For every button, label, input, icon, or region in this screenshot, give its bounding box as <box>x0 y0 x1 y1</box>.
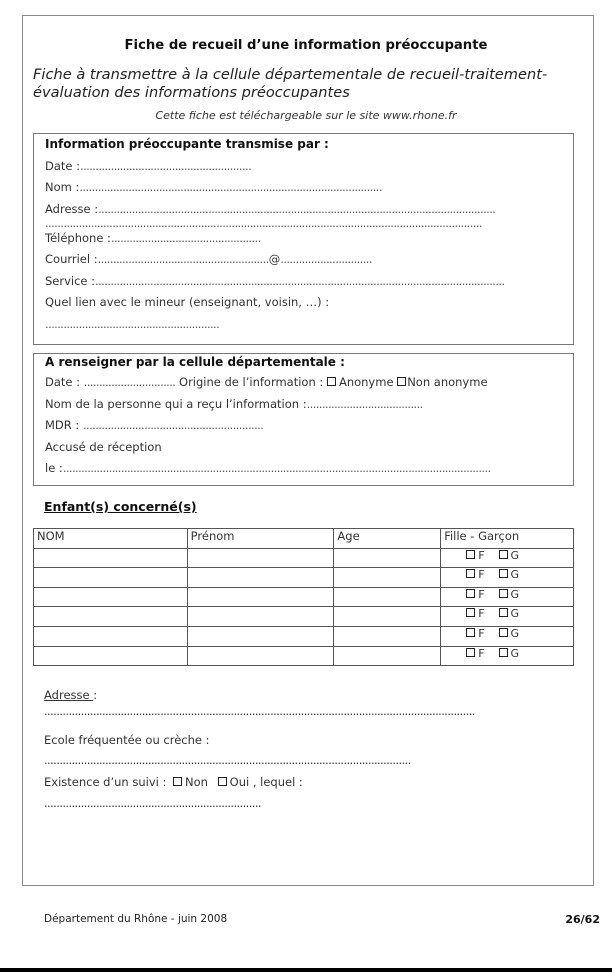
service-field[interactable] <box>45 274 505 288</box>
courriel-field[interactable] <box>45 252 372 266</box>
nom-dots: ................................................................................................... <box>79 180 382 194</box>
nom-cell[interactable] <box>34 607 188 627</box>
telephone-dots: ................................................. <box>110 231 261 245</box>
fille-option[interactable] <box>466 627 484 640</box>
subtitle-line-2: évaluation des informations préoccupantes <box>33 84 350 101</box>
fille-label: F <box>478 626 485 640</box>
lien-field[interactable] <box>45 317 219 331</box>
garcon-checkbox[interactable] <box>499 648 508 657</box>
garcon-option[interactable] <box>499 647 520 660</box>
age-cell[interactable] <box>334 548 441 568</box>
cellule-date-dots[interactable]: .............................. <box>83 375 176 389</box>
table-row <box>34 607 574 627</box>
child-adresse-field[interactable]: ............................................................................................................................................. <box>44 704 475 718</box>
prenom-cell[interactable] <box>187 548 334 568</box>
suivi-field[interactable]: ....................................................................... <box>44 796 261 810</box>
le-dots: ............................................................................................................................................ <box>62 461 491 475</box>
receiver-label: Nom de la personne qui a reçu l’information : <box>45 397 307 411</box>
age-cell[interactable] <box>334 646 441 666</box>
suivi-oui-checkbox[interactable] <box>218 777 227 786</box>
non-anonyme-label: Non anonyme <box>407 375 488 389</box>
page-title: Fiche de recueil d’une information préoccupante <box>124 38 488 53</box>
garcon-label: G <box>510 607 520 621</box>
children-table <box>33 528 574 666</box>
ecole-label: Ecole fréquentée ou crèche : <box>44 733 210 747</box>
service-dots: ...................................................................................................................................... <box>95 274 505 288</box>
nom-cell[interactable] <box>34 587 188 607</box>
fille-checkbox[interactable] <box>466 608 475 617</box>
footer-department: Département du Rhône - juin 2008 <box>44 913 228 925</box>
fille-checkbox[interactable] <box>466 569 475 578</box>
adresse-cont-field[interactable] <box>45 216 482 230</box>
prenom-cell[interactable] <box>187 646 334 666</box>
garcon-option[interactable] <box>499 607 520 620</box>
receiver-dots: ...................................... <box>306 397 423 411</box>
column-header-sexe: Fille - Garçon <box>441 529 574 549</box>
nom-cell[interactable] <box>34 548 188 568</box>
fille-checkbox[interactable] <box>466 589 475 598</box>
table-row <box>34 548 574 568</box>
page-number: 26/62 <box>565 913 600 926</box>
age-cell[interactable] <box>334 587 441 607</box>
table-row <box>34 646 574 666</box>
garcon-label: G <box>510 568 520 582</box>
garcon-checkbox[interactable] <box>499 589 508 598</box>
adresse-cont-dots: ............................................................................................................................................... <box>45 216 482 230</box>
fille-label: F <box>478 548 485 562</box>
garcon-label: G <box>510 626 520 640</box>
subtitle-line-1: Fiche à transmettre à la cellule départementale de recueil-traitement- <box>33 66 548 83</box>
prenom-cell[interactable] <box>187 607 334 627</box>
cellule-date-label: Date : <box>45 375 81 389</box>
at-sign: @ <box>268 252 281 266</box>
adresse-dots: .................................................................................................................................. <box>98 202 496 216</box>
child-adresse-label <box>44 688 97 702</box>
suivi-non-label: Non <box>185 775 208 789</box>
suivi-row <box>44 775 303 789</box>
anonyme-label: Anonyme <box>338 375 394 389</box>
sex-cell <box>441 646 574 666</box>
date-label: Date : <box>45 159 81 173</box>
fille-checkbox[interactable] <box>466 648 475 657</box>
download-note: Cette fiche est téléchargeable sur le site www.rhone.fr <box>155 109 457 122</box>
child-adresse-label-text: Adresse <box>44 688 94 702</box>
origin-label: Origine de l’information : <box>179 375 324 389</box>
non-anonyme-checkbox[interactable] <box>397 377 406 386</box>
age-cell[interactable] <box>334 568 441 588</box>
subtitle <box>33 66 573 102</box>
nom-label: Nom : <box>45 180 80 194</box>
nom-cell[interactable] <box>34 568 188 588</box>
garcon-option[interactable] <box>499 549 520 562</box>
fille-option[interactable] <box>466 647 484 660</box>
table-row <box>34 626 574 646</box>
adresse-label: Adresse : <box>45 202 99 216</box>
fille-label: F <box>478 607 485 621</box>
garcon-option[interactable] <box>499 627 520 640</box>
fille-label: F <box>478 646 485 660</box>
telephone-label: Téléphone : <box>45 231 111 245</box>
children-heading: Enfant(s) concerné(s) <box>44 499 197 514</box>
suivi-oui-option[interactable] <box>218 775 303 789</box>
prenom-cell[interactable] <box>187 626 334 646</box>
table-header-row <box>34 529 574 549</box>
garcon-option[interactable] <box>499 568 520 581</box>
non-anonyme-option[interactable] <box>397 375 487 389</box>
mdr-field[interactable] <box>45 418 263 432</box>
mdr-label: MDR : <box>45 418 80 432</box>
prenom-cell[interactable] <box>187 568 334 588</box>
nom-cell[interactable] <box>34 646 188 666</box>
garcon-checkbox[interactable] <box>499 569 508 578</box>
suivi-non-checkbox[interactable] <box>173 777 182 786</box>
lien-dots: ......................................................... <box>45 317 220 331</box>
fille-label: F <box>478 568 485 582</box>
garcon-checkbox[interactable] <box>499 628 508 637</box>
courriel-dots-after: .............................. <box>280 252 372 266</box>
fille-label: F <box>478 587 485 601</box>
lien-label: Quel lien avec le mineur (enseignant, voisin, …) : <box>45 295 330 309</box>
transmitter-section <box>33 133 574 345</box>
prenom-cell[interactable] <box>187 587 334 607</box>
sex-cell <box>441 548 574 568</box>
anonyme-checkbox[interactable] <box>327 377 336 386</box>
cellule-heading: A renseigner par la cellule départementale : <box>45 355 345 369</box>
fille-option[interactable] <box>466 568 484 581</box>
anonyme-option[interactable] <box>327 375 394 389</box>
child-adresse-colon: : <box>93 688 98 702</box>
service-label: Service : <box>45 274 96 288</box>
cellule-date-row <box>45 375 488 389</box>
fille-option[interactable] <box>466 588 484 601</box>
fille-option[interactable] <box>466 549 484 562</box>
courriel-label: Courriel : <box>45 252 98 266</box>
le-field[interactable] <box>45 461 491 475</box>
sex-cell <box>441 607 574 627</box>
table-row <box>34 568 574 588</box>
date-dots: ........................................................ <box>80 159 252 173</box>
garcon-label: G <box>510 587 520 601</box>
sex-cell <box>441 626 574 646</box>
receiver-field[interactable] <box>45 397 423 411</box>
column-header-age: Age <box>334 529 441 549</box>
bottom-edge <box>0 968 612 972</box>
nom-field[interactable] <box>45 180 382 194</box>
garcon-label: G <box>510 548 520 562</box>
column-header-prenom: Prénom <box>187 529 334 549</box>
sex-cell <box>441 587 574 607</box>
suivi-non-option[interactable] <box>173 775 208 789</box>
garcon-label: G <box>510 646 520 660</box>
accuse-label: Accusé de réception <box>45 440 162 454</box>
adresse-field[interactable] <box>45 202 495 216</box>
cellule-section <box>33 353 574 486</box>
suivi-oui-label: Oui , lequel : <box>229 775 303 789</box>
transmitter-heading: Information préoccupante transmise par : <box>45 137 329 151</box>
fille-option[interactable] <box>466 607 484 620</box>
le-label: le : <box>45 461 63 475</box>
garcon-checkbox[interactable] <box>499 608 508 617</box>
garcon-checkbox[interactable] <box>499 550 508 559</box>
ecole-field[interactable]: ........................................................................................................................ <box>44 753 411 767</box>
telephone-field[interactable] <box>45 231 261 245</box>
suivi-label: Existence d’un suivi : <box>44 775 167 789</box>
age-cell[interactable] <box>334 626 441 646</box>
date-field[interactable] <box>45 159 251 173</box>
courriel-dots-before: ........................................................ <box>97 252 269 266</box>
table-row <box>34 587 574 607</box>
sex-cell <box>441 568 574 588</box>
fille-checkbox[interactable] <box>466 550 475 559</box>
age-cell[interactable] <box>334 607 441 627</box>
mdr-dots: ........................................................... <box>82 418 264 432</box>
nom-cell[interactable] <box>34 626 188 646</box>
fille-checkbox[interactable] <box>466 628 475 637</box>
column-header-nom: NOM <box>34 529 188 549</box>
garcon-option[interactable] <box>499 588 520 601</box>
